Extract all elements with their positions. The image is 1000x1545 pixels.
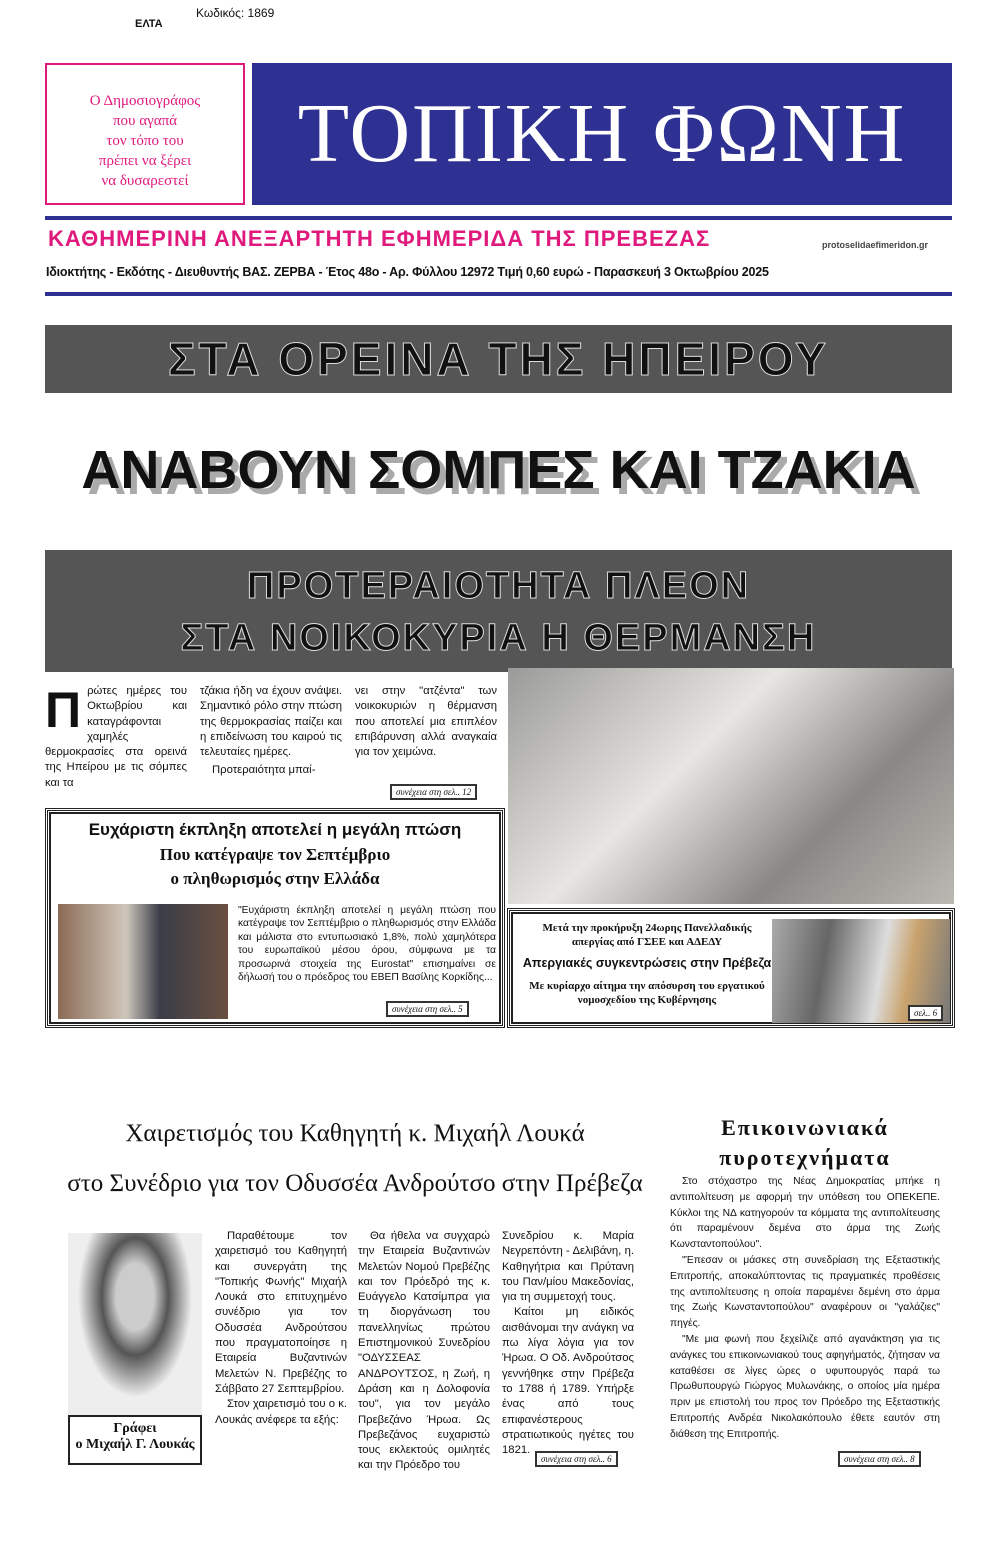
strike-title: Απεργιακές συγκεντρώσεις στην Πρέβεζα: [522, 956, 772, 970]
loukas-title-line: Χαιρετισμός του Καθηγητή κ. Μιχαήλ Λουκά: [125, 1120, 585, 1147]
strike-box: [507, 908, 955, 1028]
caption-line: ο Μιχαήλ Γ. Λουκάς: [75, 1437, 195, 1452]
loukas-col-1-text: Παραθέτουμε τον χαιρετισμό του Καθηγητή και συνεργάτη της "Τοπικής Φωνής" Μιχαήλ Λουκά στο επιτυχημένο συνέδριο για τον Οδυσσέα Ανδρούτσου που πραγματοποίησε η Εταιρεία Βυζαντινών Μελετών Ν. Πρεβέζης το Σάββατο 27 Σεπτεμβρίου.: [215, 1230, 347, 1395]
continue-link[interactable]: συνέχεια στη σελ.. 6: [535, 1451, 618, 1467]
elta-logo: ΕΛΤΑ: [135, 18, 163, 30]
watermark: protoselidaefimeridon.gr: [822, 240, 952, 250]
main-headline-text: ΑΝΑΒΟΥΝ ΣΟΜΠΕΣ ΚΑΙ ΤΖΑΚΙΑ: [81, 440, 916, 500]
caption-line: Γράφει: [113, 1421, 157, 1436]
divider: [45, 292, 952, 296]
lead-col-1-text: ρώτες ημέρες του Οκτωβρίου και καταγράφονται χαμηλές θερμοκρασίες στα ορεινά της Ηπείρου με τις σόμπες και τα: [45, 685, 187, 789]
inflation-box: [45, 808, 505, 1028]
loukas-col-3-text: Συνεδρίου κ. Μαρία Νεγρεπόντη - Δελιβάνη, η. Καθηγήτρια και Πρύτανη του Παν/μίου Μακεδονίας, για τη συμμετοχή τους.: [502, 1230, 634, 1304]
masthead: [252, 63, 952, 205]
inflation-title: Ευχάριστη έκπληξη αποτελεί η μεγάλη πτώση: [88, 820, 462, 839]
motto-line: να δυσαρεστεί: [101, 173, 189, 189]
inflation-body: "Ευχάριστη έκπληξη αποτελεί η μεγάλη πτώση που κατέγραψε τον Σεπτέμβριο ο πληθωρισμός στην Ελλάδα και μάλιστα στο εντυπωσιακό 1,8%, πολύ χαμηλότερα του ευρωπαϊκού μέσου όρου, σύμφωνα με τα προσωρινά στοιχεία της Eurostat" επισημαίνει σε δήλωσή του ο πρόεδρος του ΕΒΕΠ Βασίλης Κορκίδης...: [238, 905, 496, 984]
loukas-col-3: [502, 1229, 634, 1458]
fireworks-paragraph: Στο στόχαστρο της Νέας Δημοκρατίας μπήκε η αντιπολίτευση με αφορμή την υπόθεση του ΟΠΕΚΕΠΕ. Κύκλοι της ΝΔ κατηγορούν τα κόμματα της αντιπολίτευσης ότι παραμένουν δεμένα στο άρμα της Ζωής Κωνσταντοπούλου".: [670, 1176, 940, 1251]
divider: [45, 216, 952, 220]
loukas-caption: [68, 1415, 202, 1465]
deck-line: ΣΤΑ ΝΟΙΚΟΚΥΡΙΑ Η ΘΕΡΜΑΝΣΗ: [180, 617, 817, 659]
lead-col-2-text: Προτεραιότητα μπαί-: [212, 764, 316, 777]
postal-code: Κωδικός: 1869: [196, 6, 275, 20]
continue-link[interactable]: συνέχεια στη σελ.. 12: [390, 784, 477, 800]
kicker: ΣΤΑ ΟΡΕΙΝΑ ΤΗΣ ΗΠΕΙΡΟΥ: [45, 325, 952, 393]
continue-link[interactable]: σελ.. 6: [908, 1005, 943, 1021]
fireworks-paragraph: "Με μια φωνή που ξεχείλιζε από αγανάκτηση για τις ανάγκες του επικοινωνιακού τους αφηγήματός, ζήτησαν να καταθέσει σε λίγες ώρες ο υφυπουργός παρά τω Πρωθυπουργώ Γιώργος Μυλωνάκης, ο οποίος μία ημέρα πριν με επιστολή του προς τον Πρόεδρο της Εξεταστικής Επιτροπής Ανδρέα Νικολακόπουλο έθετε εαυτόν στη διάθεση της Επιτροπής.: [670, 1333, 940, 1440]
motto-line: τον τόπο του: [106, 133, 184, 149]
fireworks-title-line: Επικοινωνιακά: [721, 1115, 889, 1140]
heating-fuel-photo: [508, 668, 954, 904]
inflation-subtitle: ο πληθωρισμός στην Ελλάδα: [170, 869, 380, 888]
deck-line: ΠΡΟΤΕΡΑΙΟΤΗΤΑ ΠΛΕΟΝ: [246, 565, 751, 607]
motto-line: που αγαπά: [112, 113, 178, 129]
subtitle: ΚΑΘΗΜΕΡΙΝΗ ΑΝΕΞΑΡΤΗΤΗ ΕΦΗΜΕΡΙΔΑ ΤΗΣ ΠΡΕΒΕΖΑΣ: [48, 226, 711, 251]
drop-cap: Π: [45, 682, 82, 738]
fireworks-body: [670, 1174, 940, 1443]
continue-link[interactable]: συνέχεια στη σελ.. 5: [386, 1001, 469, 1017]
loukas-col-3-text: Καίτοι μη ειδικός αισθάνομαι την ανάγκη να πω λίγα λόγια για τον Ήρωα. Ο Οδ. Ανδρούτσος γεννήθηκε στην Πρέβεζα το 1788 ή 1789. Υπήρξε ένας από τους επιφανέστερους στρατιωτικούς ηγέτες του 1821.: [502, 1306, 634, 1457]
continue-link[interactable]: συνέχεια στη σελ.. 8: [838, 1451, 921, 1467]
loukas-photo: [68, 1233, 202, 1415]
fireworks-title: [660, 1113, 950, 1173]
lead-col-2-text: τζάκια ήδη να έχουν ανάψει. Σημαντικό ρόλο στην πτώση της θερμοκρασίας παίζει και η επιδείνωση του καιρού τις τελευταίες ημέρες.: [200, 685, 342, 759]
lead-col-1: [45, 684, 187, 791]
fireworks-paragraph: "Έπεσαν οι μάσκες στη συνεδρίαση της Εξεταστικής Επιτροπής, αποκαλύπτοντας τις πραγματικές προθέσεις της αντιπολίτευσης η οποία παραμένει δεμένη στο άρμα της Ζωής Κωνσταντοπούλου" αναφέρουν οι "γαλάζιες" πηγές.: [670, 1254, 940, 1330]
motto-box: [45, 63, 245, 205]
strike-subtitle: Με κυρίαρχο αίτημα την απόσυρση του εργατικού νομοσχεδίου της Κυβέρνησης: [529, 980, 765, 1006]
masthead-title: ΤΟΠΙΚΗ ΦΩΝΗ: [297, 87, 907, 180]
main-headline: [45, 400, 952, 540]
loukas-title: [45, 1120, 665, 1198]
lead-col-2: [200, 684, 342, 779]
loukas-col-1: [215, 1229, 347, 1428]
issue-info: Ιδιοκτήτης - Εκδότης - Διευθυντής ΒΑΣ. ΖΕΡΒΑ - Έτος 48ο - Αρ. Φύλλου 12972 Τιμή 0,60 ευρώ - Παρασκευή 3 Οκτωβρίου 2025: [46, 265, 769, 279]
motto-line: πρέπει να ξέρει: [98, 153, 192, 169]
loukas-col-1-text: Στον χαιρετισμό του ο κ. Λουκάς ανέφερε τα εξής:: [215, 1398, 347, 1426]
fireworks-title-line: πυροτεχνήματα: [719, 1145, 891, 1170]
motto-line: Ο Δημοσιογράφος: [89, 93, 201, 109]
strike-kicker: Μετά την προκήρυξη 24ωρης Πανελλαδικής απεργίας από ΓΣΕΕ και ΑΔΕΔΥ: [542, 922, 752, 948]
loukas-col-2: Θα ήθελα να συγχαρώ την Εταιρεία Βυζαντινών Μελετών Νομού Πρεβέζης και τον Πρόεδρό της κ. Ευάγγελο Κατσίμπρα για τη διοργάνωση του πανελληνίως πρώτου Επιστημονικού Συνεδρίου "ΟΔΥΣΣΕΑΣ ΑΝΔΡΟΥΤΣΟΣ, η Ζωή, η Δράση και η Δολοφονία του", για τον μεγάλο Πρεβεζάνο Ήρωα. Ως Πρεβεζάνος ευχαριστώ τους εκλεκτούς ομιλητές και την Πρόεδρο του: [358, 1230, 490, 1472]
loukas-title-line: στο Συνέδριο για τον Οδυσσέα Ανδρούτσο στην Πρέβεζα: [67, 1170, 643, 1197]
inflation-subtitle: Που κατέγραψε τον Σεπτέμβριο: [159, 845, 391, 864]
deck: [45, 550, 952, 672]
korkidis-photo: [58, 904, 228, 1019]
lead-col-3: νει στην "ατζέντα" των νοικοκυριών η θέρμανση που αποτελεί μια επιπλέον επιβάρυνση αλλά αναγκαία για τον χειμώνα.: [355, 685, 497, 759]
